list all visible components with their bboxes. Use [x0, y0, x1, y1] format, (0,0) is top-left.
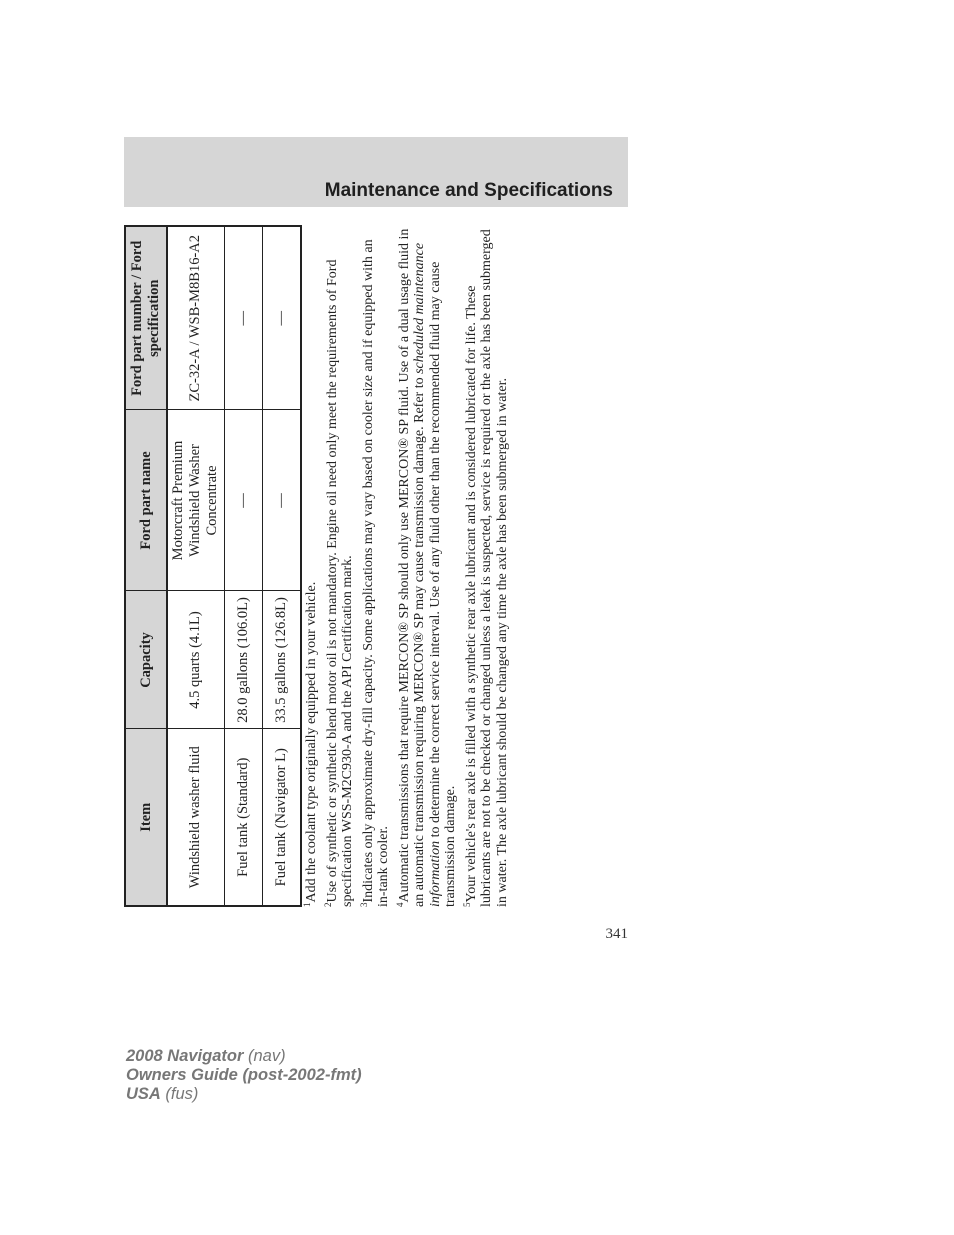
footer-model: 2008 Navigator: [126, 1047, 244, 1065]
footer-line-3: [126, 1085, 362, 1104]
cell-item: Fuel tank (Standard): [224, 729, 262, 906]
cell-part-name: Motorcraft Premium Windshield Washer Concentrate: [167, 410, 224, 591]
footnote-text: Automatic transmissions that require MERCON® SP should only use MERCON® SP fluid. Use of a dual usage fluid in an automatic transmission requiring MERCON® SP may cause transmission damage. Refer to: [396, 228, 427, 907]
table-header-row: [125, 226, 167, 906]
cell-item: Windshield washer fluid: [167, 729, 224, 906]
footnote-text: to determine the correct service interval. Use of any fluid other than the recommended fluid may cause transmission damage.: [427, 261, 458, 907]
cell-part-number: ZC-32-A / WSB-M8B16-A2: [167, 226, 224, 410]
footnote-text: Use of synthetic or synthetic blend motor oil is not mandatory. Engine oil need only meet the requirements of Ford specification WSS-M2C930-A and the API Certification mark.: [324, 259, 355, 907]
cell-capacity: 33.5 gallons (126.8L): [262, 591, 301, 729]
column-header-item: Item: [125, 729, 167, 906]
cell-part-number: —: [262, 226, 301, 410]
section-title: Maintenance and Specifications: [324, 180, 613, 201]
capacities-table: [124, 225, 302, 907]
footnote-mark: 3: [358, 902, 369, 907]
table-row: [262, 226, 301, 906]
page-number: 341: [605, 926, 628, 942]
column-header-capacity: Capacity: [125, 591, 167, 729]
cell-part-name: —: [262, 410, 301, 591]
footnote-text: Indicates only approximate dry-fill capacity. Some applications may vary based on cooler size and if equipped with an in-tank cooler.: [360, 239, 391, 907]
footnote-mark: 5: [461, 902, 472, 907]
footer-model-code: (nav): [243, 1047, 286, 1065]
cell-capacity: 28.0 gallons (106.0L): [224, 591, 262, 729]
footnote-1: [304, 227, 320, 907]
footnote-4: [394, 227, 459, 907]
table-row: [167, 226, 224, 906]
footnote-mark: 2: [322, 902, 333, 907]
footnote-mark: 4: [394, 902, 405, 907]
footnotes: [304, 227, 515, 907]
footer-line-2: [126, 1066, 362, 1085]
section-header: [124, 137, 628, 207]
footer-guide: Owners Guide (post-2002-fmt): [126, 1066, 362, 1084]
document-footer: [126, 1047, 362, 1104]
column-header-part-name: Ford part name: [125, 410, 167, 591]
footnote-emphasis: scheduled maintenance information: [412, 242, 443, 907]
footnote-text: Add the coolant type originally equipped in your vehicle.: [304, 581, 319, 903]
footnote-3: [358, 227, 392, 907]
rotated-content: [124, 227, 534, 907]
cell-item: Fuel tank (Navigator L): [262, 729, 301, 906]
footnote-text: Your vehicle's rear axle is filled with a synthetic rear axle lubricant and is considered lubricated for life. These lubricants are not to be checked or changed unless a leak is suspected, service is required or the axle has been submerged in water. The axle lubricant should be changed any time the axle has been submerged in water.: [463, 229, 510, 907]
footnote-2: [322, 227, 356, 907]
footnote-mark: 1: [302, 902, 312, 907]
footer-market: USA: [126, 1085, 161, 1103]
footer-market-code: (fus): [160, 1085, 199, 1103]
cell-capacity: 4.5 quarts (4.1L): [167, 591, 224, 729]
table-row: [224, 226, 262, 906]
column-header-part-number: Ford part number / Ford specification: [125, 226, 167, 410]
footer-line-1: [126, 1047, 362, 1066]
cell-part-number: —: [224, 226, 262, 410]
cell-part-name: —: [224, 410, 262, 591]
footnote-5: [461, 227, 511, 907]
